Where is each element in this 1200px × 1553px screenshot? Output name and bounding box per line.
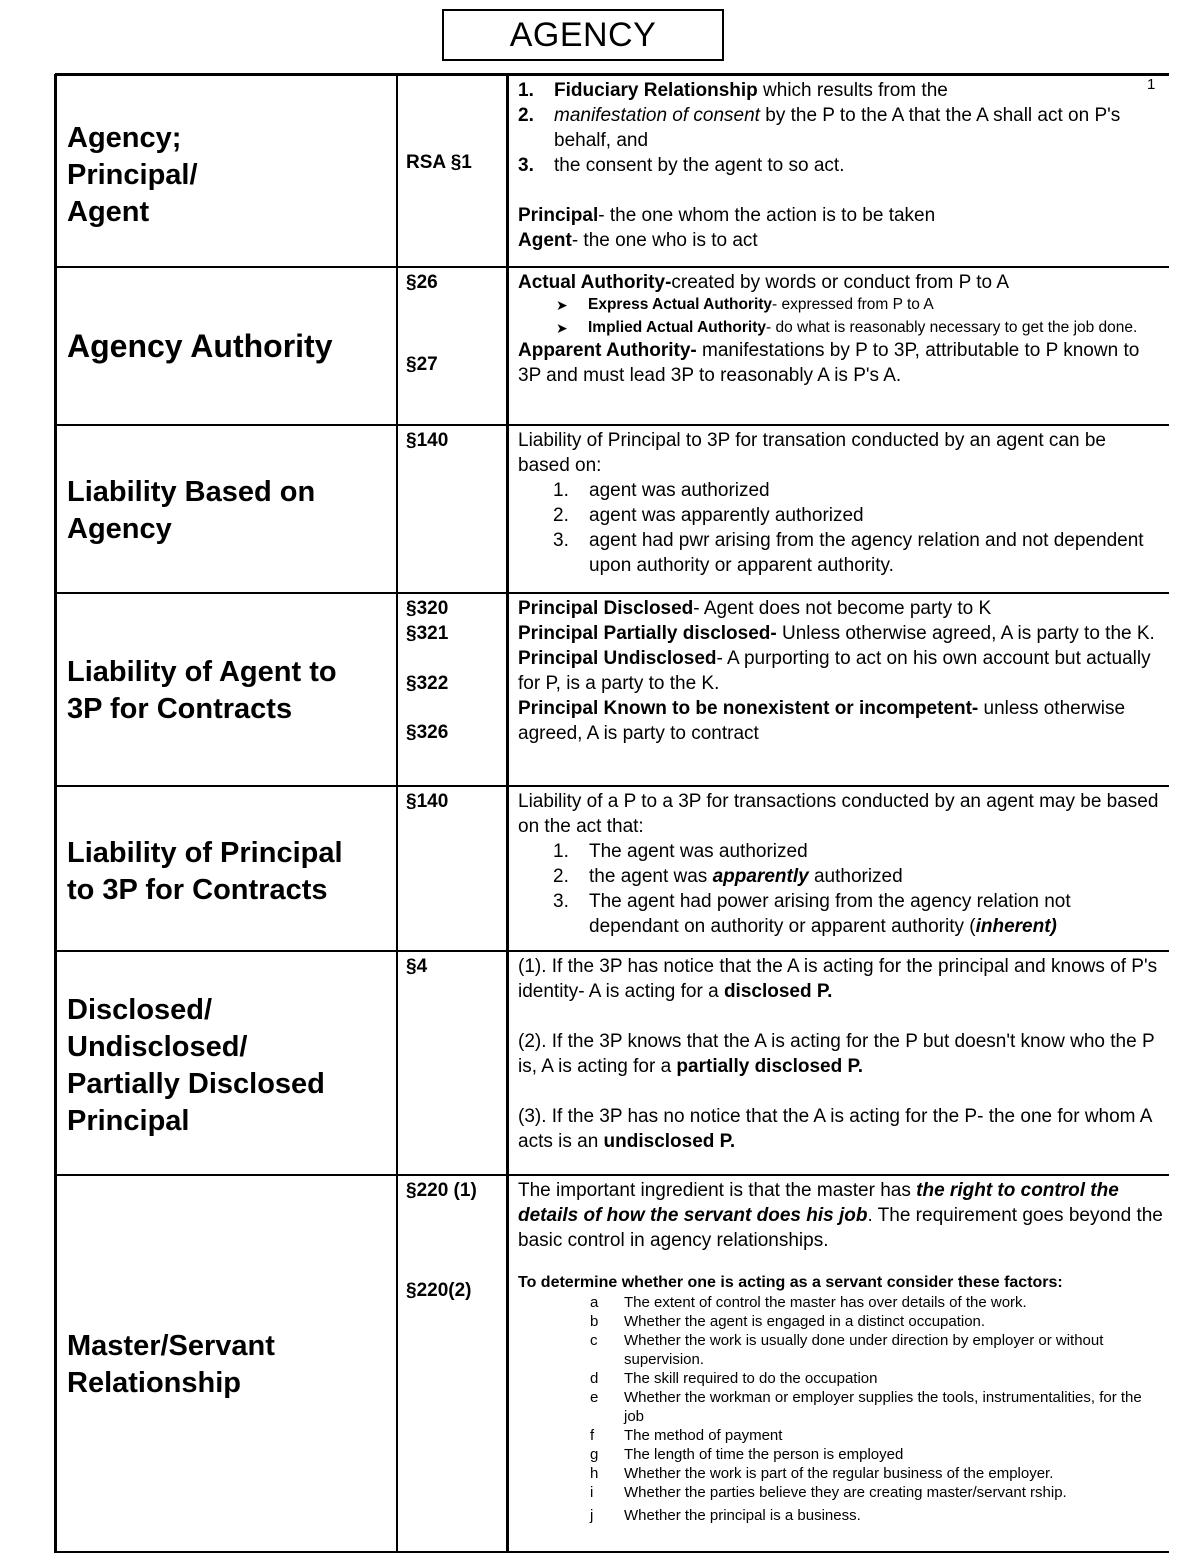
table-row xyxy=(55,1174,1169,1553)
row-section: §140 xyxy=(406,791,449,812)
row-section: §322 xyxy=(406,673,449,694)
row-topic: Master/Servant Relationship xyxy=(67,1330,275,1399)
row-topic: Agency Authority xyxy=(67,328,333,364)
table-row xyxy=(55,592,1169,787)
row-section: §27 xyxy=(406,354,438,375)
list-item: e Whether the workman or employer supplies the tools, instrumentalities, for the job xyxy=(590,1389,1142,1425)
row-section: §320 xyxy=(406,598,449,619)
row-body: Actual Authority-created by words or conduct from P to A ➤ Express Actual Authority- expressed from P to A ➤ Implied Actual Authority- do what is reasonably necessary to get the job done. Apparent Authority- manifestations by P to 3P, attributable to P known to 3P and must lead 3P to reasonably A is P's A. xyxy=(518,272,1140,386)
row-section: §220 (1) xyxy=(406,1180,477,1201)
list-item: g The length of time the person is employed xyxy=(590,1446,904,1463)
row-body: (1). If the 3P has notice that the A is acting for the principal and knows of P's identity- A is acting for a disclosed P. (2). If the 3P knows that the A is acting for the P but doesn't know who the P is, A is acting for a partially disclosed P. (3). If the 3P has no notice that the A is acting for the P- the one for whom A acts is an undisclosed P. xyxy=(518,956,1158,1152)
table-row xyxy=(55,266,1169,426)
row-section: §326 xyxy=(406,722,449,743)
table-row xyxy=(55,785,1169,952)
row-section: §26 xyxy=(406,272,438,293)
row-topic: Liability Based on Agency xyxy=(67,476,316,545)
list-item: b Whether the agent is engaged in a distinct occupation. xyxy=(590,1313,986,1330)
row-body: The important ingredient is that the master has the right to control the details of how the servant does his job. The requirement goes beyond the basic control in agency relationships. To determine whether one is acting as a servant consider these factors: a The extent of control the master has over details of the work. b Whether the agent is engaged in a distinct occupation. c Whether the work is usually done under direction by employer or without supervision. d The skill required to do the occupation e Whether the workman or employer supplies the tools, instrumentalities, for the job f The method of payment g The length of time the person is employed h Whether the work is part of the regular business of the employer. i Whether the parties believe they are creating master/servant rship. j Whether the principal is a business. xyxy=(518,1180,1163,1524)
list-item: d The skill required to do the occupation xyxy=(590,1370,878,1387)
row-section: RSA §1 xyxy=(406,152,472,173)
row-section: §321 xyxy=(406,623,449,644)
list-item: a The extent of control the master has over details of the work. xyxy=(590,1294,1027,1311)
row-topic: Disclosed/ Undisclosed/ Partially Disclosed Principal xyxy=(67,994,325,1137)
row-body: Liability of Principal to 3P for transation conducted by an agent can be based on: 1. agent was authorized 2. agent was apparently authorized 3. agent had pwr arising from the agency relation and not dependent upon authority or apparent authority. xyxy=(518,430,1144,576)
list-item: h Whether the work is part of the regular business of the employer. xyxy=(590,1465,1054,1482)
row-body: 1. Fiduciary Relationship which results from the 2. manifestation of consent by the P to the A that the A shall act on P's behalf, and 3. the consent by the agent to so act. Principal- the one whom the action is to be taken Agent- the one who is to act xyxy=(518,80,1121,251)
row-body: Liability of a P to a 3P for transactions conducted by an agent may be based on the act that: 1. The agent was authorized 2. the agent was apparently authorized 3. The agent had power arising from the agency relation not dependant on authority or apparent authority (inherent) xyxy=(518,791,1159,937)
list-item: c Whether the work is usually done under direction by employer or without supervision. xyxy=(590,1332,1104,1368)
page-number: 1 xyxy=(1147,76,1156,93)
row-topic: Liability of Agent to 3P for Contracts xyxy=(67,656,337,725)
row-section: §4 xyxy=(406,956,428,977)
page-title: AGENCY xyxy=(442,9,724,61)
list-item: f The method of payment xyxy=(590,1427,783,1444)
row-topic: Agency; Principal/ Agent xyxy=(67,122,198,228)
row-section: §220(2) xyxy=(406,1280,472,1301)
table-row xyxy=(55,424,1169,594)
list-item: j Whether the principal is a business. xyxy=(590,1507,861,1524)
list-item: i Whether the parties believe they are creating master/servant rship. xyxy=(590,1484,1067,1501)
table-row xyxy=(55,950,1169,1176)
row-body: Principal Disclosed- Agent does not become party to K Principal Partially disclosed- Unless otherwise agreed, A is party to the K. Principal Undisclosed- A purporting to act on his own account but actually for P, is a party to the K. Principal Known to be nonexistent or incompetent- unless otherwise agreed, A is party to contract xyxy=(518,598,1155,744)
row-section: §140 xyxy=(406,430,449,451)
table-row xyxy=(55,73,1169,268)
row-topic: Liability of Principal to 3P for Contracts xyxy=(67,837,343,906)
